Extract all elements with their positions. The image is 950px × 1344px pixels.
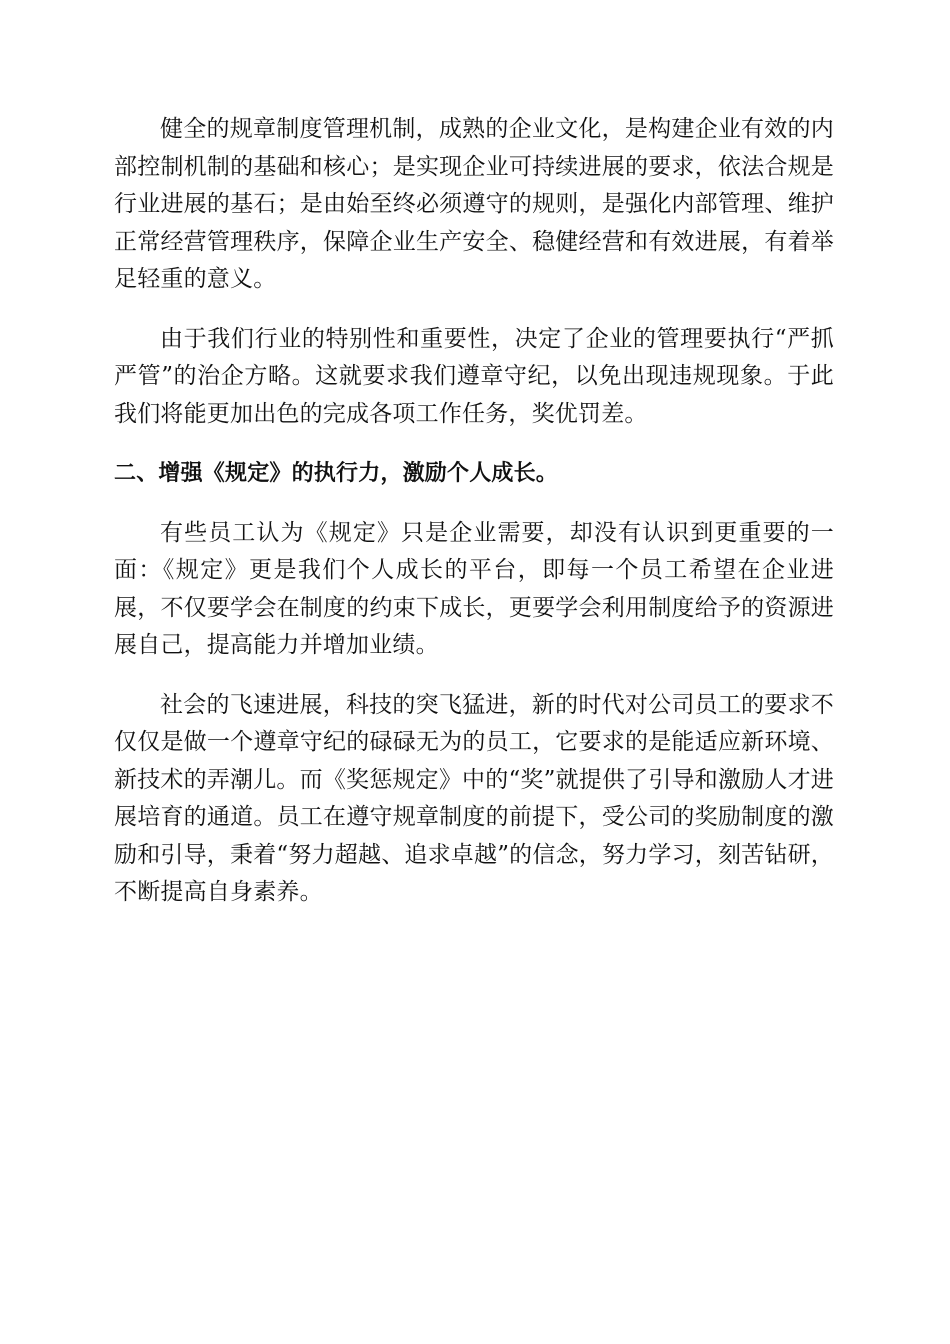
paragraph: 有些员工认为《规定》只是企业需要，却没有认识到更重要的一面：《规定》更是我们个人成长的平台，即每一个员工希望在企业进展，不仅要学会在制度的约束下成长，更要学会利用制度给予的资源进展自己，提高能力并增加业绩。 (114, 519, 834, 658)
document-body (114, 111, 834, 934)
section-heading: 二、增强《规定》的执行力，激励个人成长。 (114, 461, 559, 486)
paragraph: 由于我们行业的特别性和重要性，决定了企业的管理要执行“严抓严管”的治企方略。这就要求我们遵章守纪，以免出现违规现象。于此我们将能更加出色的完成各项工作任务，奖优罚差。 (114, 325, 834, 427)
paragraph: 健全的规章制度管理机制，成熟的企业文化，是构建企业有效的内部控制机制的基础和核心；是实现企业可持续进展的要求，依法合规是行业进展的基石；是由始至终必须遵守的规则，是强化内部管理、维护正常经营管理秩序，保障企业生产安全、稳健经营和有效进展，有着举足轻重的意义。 (114, 116, 834, 292)
paragraph: 社会的飞速进展，科技的突飞猛进，新的时代对公司员工的要求不仅仅是做一个遵章守纪的碌碌无为的员工，它要求的是能适应新环境、新技术的弄潮儿。而《奖惩规定》中的“奖”就提供了引导和激励人才进展培育的通道。员工在遵守规章制度的前提下，受公司的奖励制度的激励和引导，秉着“努力超越、追求卓越”的信念，努力学习，刻苦钻研，不断提高自身素养。 (114, 691, 834, 905)
